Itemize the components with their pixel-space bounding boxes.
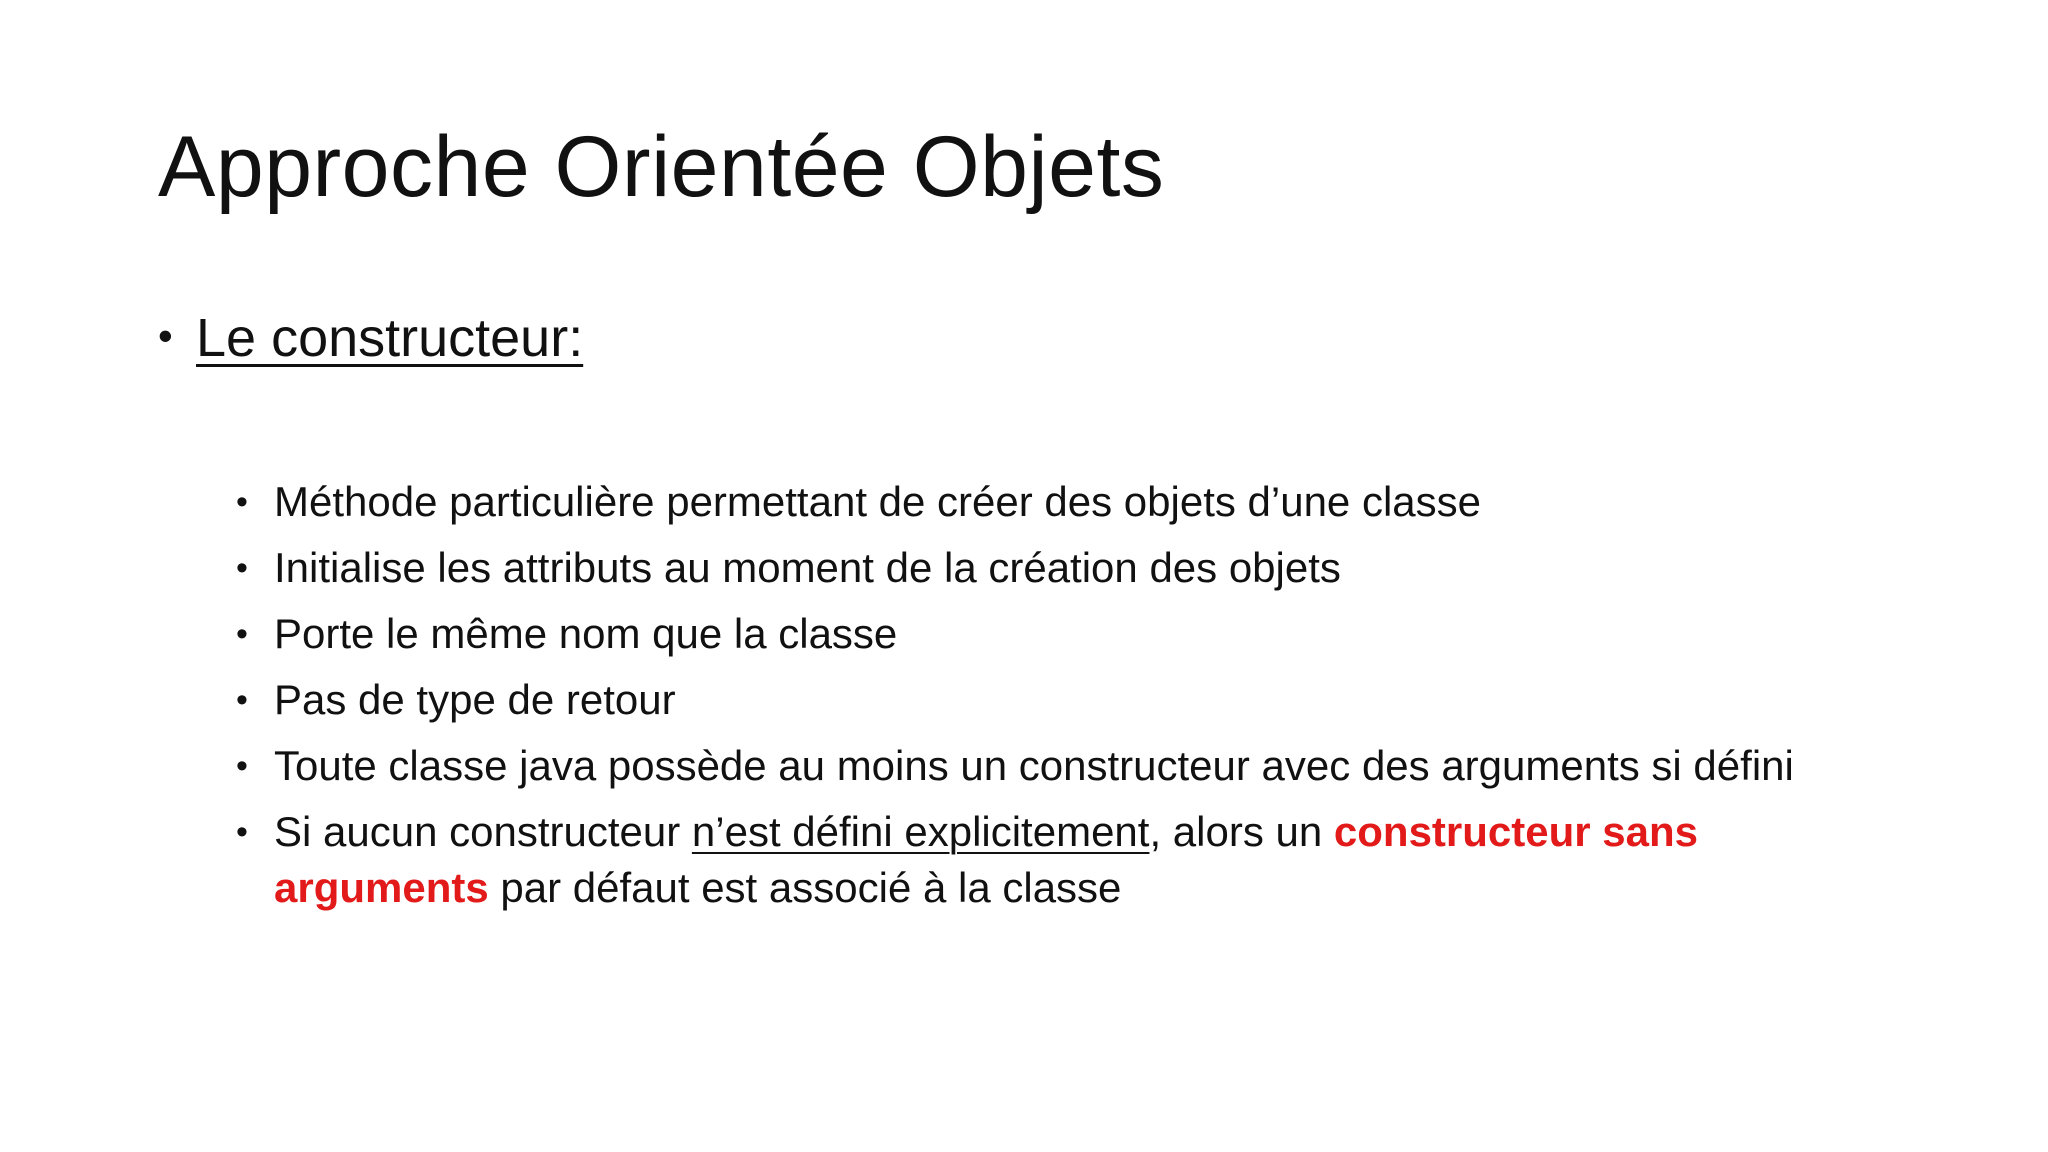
slide-title: Approche Orientée Objets xyxy=(158,119,1165,215)
bullet-icon: • xyxy=(236,747,248,785)
point-text-part: par défaut est associé à la classe xyxy=(488,864,1122,911)
point-text: Toute classe java possède au moins un constructeur avec des arguments si défini xyxy=(274,742,1794,789)
section-heading xyxy=(158,306,583,371)
emphasis-text: constructeur sans arguments xyxy=(274,808,1699,911)
point-text: Initialise les attributs au moment de la création des objets xyxy=(274,544,1341,591)
list-item xyxy=(236,672,1886,728)
bullet-icon: • xyxy=(236,813,248,851)
bullet-icon: • xyxy=(236,681,248,719)
list-item xyxy=(236,540,1886,596)
point-text: Méthode particulière permettant de créer des objets d’une classe xyxy=(274,478,1482,525)
bullet-icon: • xyxy=(236,615,248,653)
point-text-part: Si aucun constructeur xyxy=(274,808,692,855)
underlined-text: n’est défini explicitement xyxy=(691,808,1150,855)
section-heading-text: Le constructeur: xyxy=(196,308,584,368)
bullet-icon: • xyxy=(236,483,248,521)
point-text: Porte le même nom que la classe xyxy=(274,610,898,657)
list-item xyxy=(236,474,1886,530)
bullet-icon: • xyxy=(158,312,173,359)
bullet-icon: • xyxy=(236,549,248,587)
point-text-part: , alors un xyxy=(1149,808,1334,855)
list-item xyxy=(236,738,1886,794)
list-item xyxy=(236,804,1886,916)
constructor-points-list xyxy=(236,474,1886,926)
list-item xyxy=(236,606,1886,662)
point-text: Pas de type de retour xyxy=(274,676,676,723)
